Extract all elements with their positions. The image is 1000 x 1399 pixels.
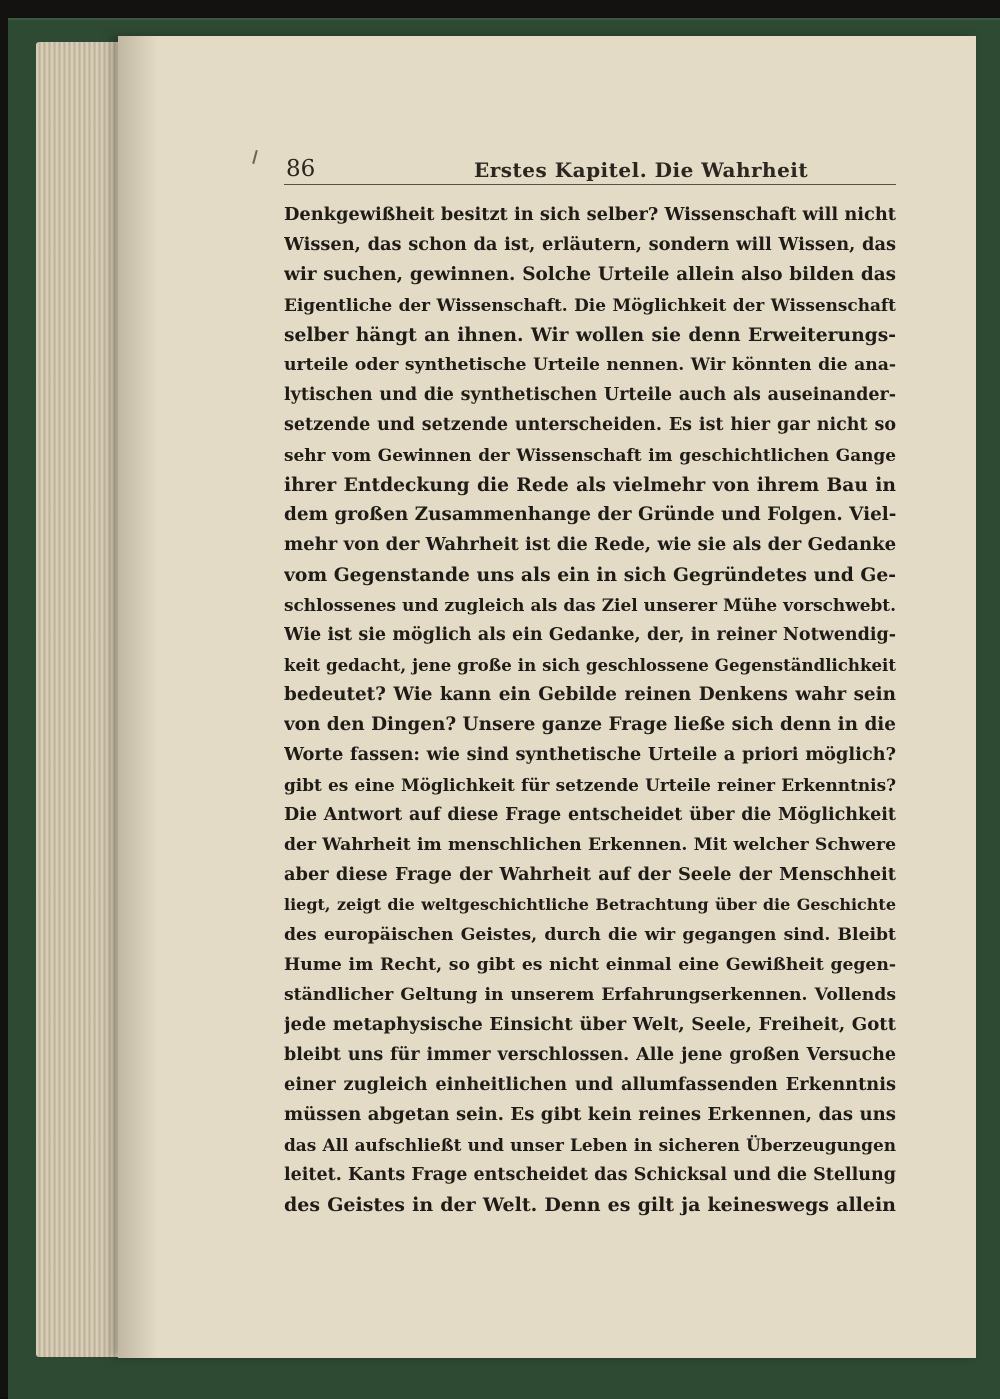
text-line: leitet. Kants Frage entscheidet das Schicksal und die Stellung	[284, 1165, 896, 1185]
text-line: sehr vom Gewinnen der Wissenschaft im geschichtlichen Gange	[284, 445, 896, 465]
text-line: bleibt uns für immer verschlossen. Alle jene großen Versuche	[284, 1045, 896, 1065]
text-line: Eigentliche der Wissenschaft. Die Möglichkeit der Wissenschaft	[284, 295, 896, 315]
text-line: wir suchen, gewinnen. Solche Urteile allein also bilden das	[284, 264, 896, 285]
text-line: urteile oder synthetische Urteile nennen. Wir könnten die ana-	[284, 355, 896, 375]
text-line: von den Dingen? Unsere ganze Frage ließe sich denn in die	[284, 714, 896, 735]
page-number: 86	[286, 156, 316, 182]
text-line: ständlicher Geltung in unserem Erfahrungserkennen. Vollends	[284, 985, 896, 1005]
text-line: schlossenes und zugleich als das Ziel unserer Mühe vorschwebt.	[284, 595, 896, 615]
text-line: einer zugleich einheitlichen und allumfassenden Erkenntnis	[284, 1074, 896, 1095]
text-line: keit gedacht, jene große in sich geschlossene Gegenständlichkeit	[284, 655, 896, 675]
text-line: des europäischen Geistes, durch die wir gegangen sind. Bleibt	[284, 925, 896, 945]
text-line: des Geistes in der Welt. Denn es gilt ja keineswegs allein	[284, 1194, 896, 1216]
text-line: ihrer Entdeckung die Rede als vielmehr von ihrem Bau in	[284, 474, 896, 496]
text-line: Denkgewißheit besitzt in sich selber? Wissenschaft will nicht	[284, 204, 896, 225]
text-line: selber hängt an ihnen. Wir wollen sie denn Erweiterungs-	[284, 324, 896, 346]
text-line: mehr von der Wahrheit ist die Rede, wie sie als der Gedanke	[284, 534, 896, 555]
text-line: bedeutet? Wie kann ein Gebilde reinen Denkens wahr sein	[284, 684, 896, 705]
body-text	[284, 200, 896, 1220]
text-line: vom Gegenstande uns als ein in sich Gegründetes und Ge-	[284, 564, 896, 586]
text-line: müssen abgetan sein. Es gibt kein reines Erkennen, das uns	[284, 1104, 896, 1125]
text-line: lytischen und die synthetischen Urteile auch als auseinander-	[284, 385, 896, 405]
text-line: gibt es eine Möglichkeit für setzende Urteile reiner Erkenntnis?	[284, 775, 896, 795]
text-line: jede metaphysische Einsicht über Welt, Seele, Freiheit, Gott	[284, 1014, 896, 1035]
text-line: der Wahrheit im menschlichen Erkennen. Mit welcher Schwere	[284, 835, 896, 855]
page-header	[284, 150, 896, 185]
text-line: Hume im Recht, so gibt es nicht einmal eine Gewißheit gegen-	[284, 955, 896, 975]
text-line: aber diese Frage der Wahrheit auf der Seele der Menschheit	[284, 864, 896, 885]
text-line: Wie ist sie möglich als ein Gedanke, der, in reiner Notwendig-	[284, 625, 896, 645]
running-head: Erstes Kapitel. Die Wahrheit	[474, 158, 809, 182]
text-line: Worte fassen: wie sind synthetische Urteile a priori möglich?	[284, 744, 896, 765]
text-line: liegt, zeigt die weltgeschichtliche Betrachtung über die Geschichte	[284, 895, 896, 914]
text-line: dem großen Zusammenhange der Gründe und Folgen. Viel-	[284, 504, 896, 525]
text-line: Wissen, das schon da ist, erläutern, sondern will Wissen, das	[284, 234, 896, 255]
text-line: Die Antwort auf diese Frage entscheidet über die Möglichkeit	[284, 805, 896, 825]
text-line: setzende und setzende unterscheiden. Es ist hier gar nicht so	[284, 415, 896, 435]
text-line: das All aufschließt und unser Leben in sicheren Überzeugungen	[284, 1135, 896, 1155]
